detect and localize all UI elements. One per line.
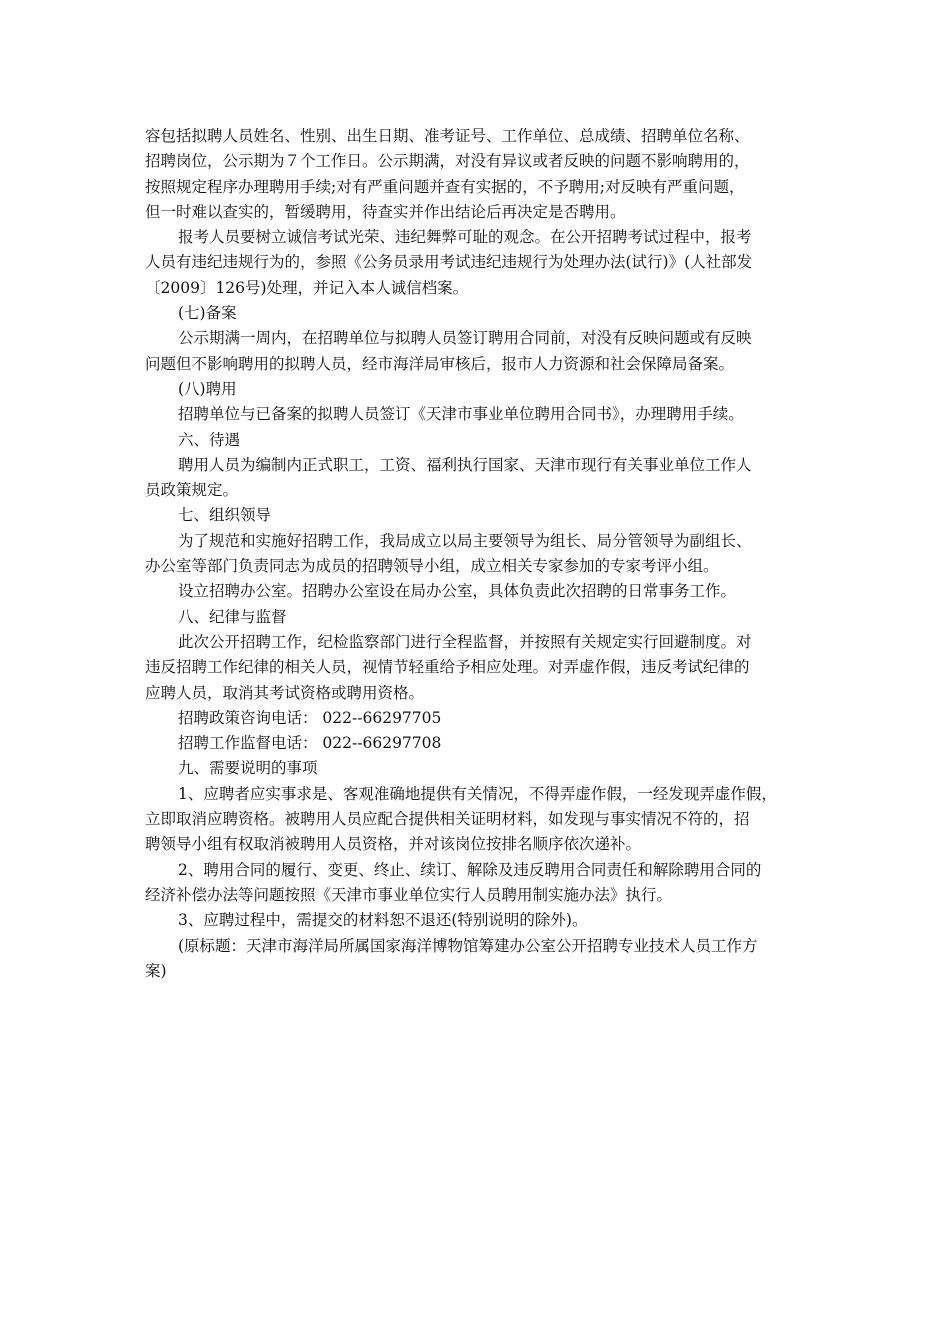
text-line: 聘领导小组有权取消被聘用人员资格，并对该岗位按排名顺序依次递补。 — [145, 835, 642, 854]
text-line: 2、聘用合同的履行、变更、终止、续订、解除及违反聘用合同责任和解除聘用合同的 — [178, 860, 762, 879]
text-line: 员政策规定。 — [145, 481, 239, 500]
text-line: 招聘政策咨询电话： 022--66297705 — [178, 708, 442, 727]
text-line: 为了规范和实施好招聘工作，我局成立以局主要领导为组长、局分管领导为副组长、 — [178, 531, 752, 550]
text-line: 公示期满一周内，在招聘单位与拟聘人员签订聘用合同前，对没有反映问题或有反映 — [178, 329, 752, 348]
text-line: 七、组织领导 — [178, 506, 272, 525]
text-line: 九、需要说明的事项 — [178, 759, 318, 778]
text-line: 报考人员要树立诚信考试光荣、违纪舞弊可耻的观念。在公开招聘考试过程中，报考 — [178, 228, 752, 247]
text-line: 容包括拟聘人员姓名、性别、出生日期、准考证号、工作单位、总成绩、招聘单位名称、 — [145, 127, 750, 145]
text-line: 六、待遇 — [178, 430, 241, 449]
text-line: 八、纪律与监督 — [178, 607, 287, 626]
text-line: 1、应聘者应实事求是、客观准确地提供有关情况，不得弄虚作假，一经发现弄虚作假， — [178, 784, 777, 803]
text-line: 此次公开招聘工作，纪检监察部门进行全程监督，并按照有关规定实行回避制度。对 — [178, 632, 752, 651]
text-line: 按照规定程序办理聘用手续;对有严重问题并查有实据的，不予聘用;对反映有严重问题， — [145, 177, 745, 196]
text-line: 设立招聘办公室。招聘办公室设在局办公室，具体负责此次招聘的日常事务工作。 — [178, 582, 737, 601]
text-line: 经济补偿办法等问题按照《天津市事业单位实行人员聘用制实施办法》执行。 — [145, 885, 673, 904]
text-line: (七)备案 — [178, 304, 237, 323]
text-line: 招聘单位与已备案的拟聘人员签订《天津市事业单位聘用合同书》，办理聘用手续。 — [178, 405, 744, 424]
text-line: (原标题：天津市海洋局所属国家海洋博物馆筹建办公室公开招聘专业技术人员工作方 — [178, 936, 758, 955]
text-line: 聘用人员为编制内正式职工，工资、福利执行国家、天津市现行有关事业单位工作人 — [178, 455, 752, 474]
text-line: 但一时难以查实的，暂缓聘用，待查实并作出结论后再决定是否聘用。 — [145, 202, 626, 221]
text-line: 立即取消应聘资格。被聘用人员应配合提供相关证明材料，如发现与事实情况不符的，招 — [145, 810, 750, 829]
text-line: 〔2009〕126号)处理，并记入本人诚信档案。 — [145, 278, 469, 297]
text-line: 招聘岗位，公示期为７个工作日。公示期满，对没有异议或者反映的问题不影响聘用的， — [145, 152, 750, 171]
text-line: 案) — [145, 961, 167, 980]
document-body — [145, 124, 815, 984]
text-line: 违反招聘工作纪律的相关人员，视情节轻重给予相应处理。对弄虚作假，违反考试纪律的 — [145, 658, 750, 677]
text-line: 招聘工作监督电话： 022--66297708 — [178, 734, 442, 753]
text-line: 人员有违纪违规行为的，参照《公务员录用考试违纪违规行为处理办法(试行)》(人社部发 — [145, 253, 753, 272]
text-line: 问题但不影响聘用的拟聘人员，经市海洋局审核后，报市人力资源和社会保障局备案。 — [145, 354, 735, 373]
text-line: 办公室等部门负责同志为成员的招聘领导小组，成立相关专家参加的专家考评小组。 — [145, 557, 719, 576]
text-line: (八)聘用 — [178, 379, 237, 398]
text-line: 3、应聘过程中，需提交的材料恕不退还(特别说明的除外)。 — [178, 911, 588, 930]
text-line: 应聘人员，取消其考试资格或聘用资格。 — [145, 683, 425, 702]
